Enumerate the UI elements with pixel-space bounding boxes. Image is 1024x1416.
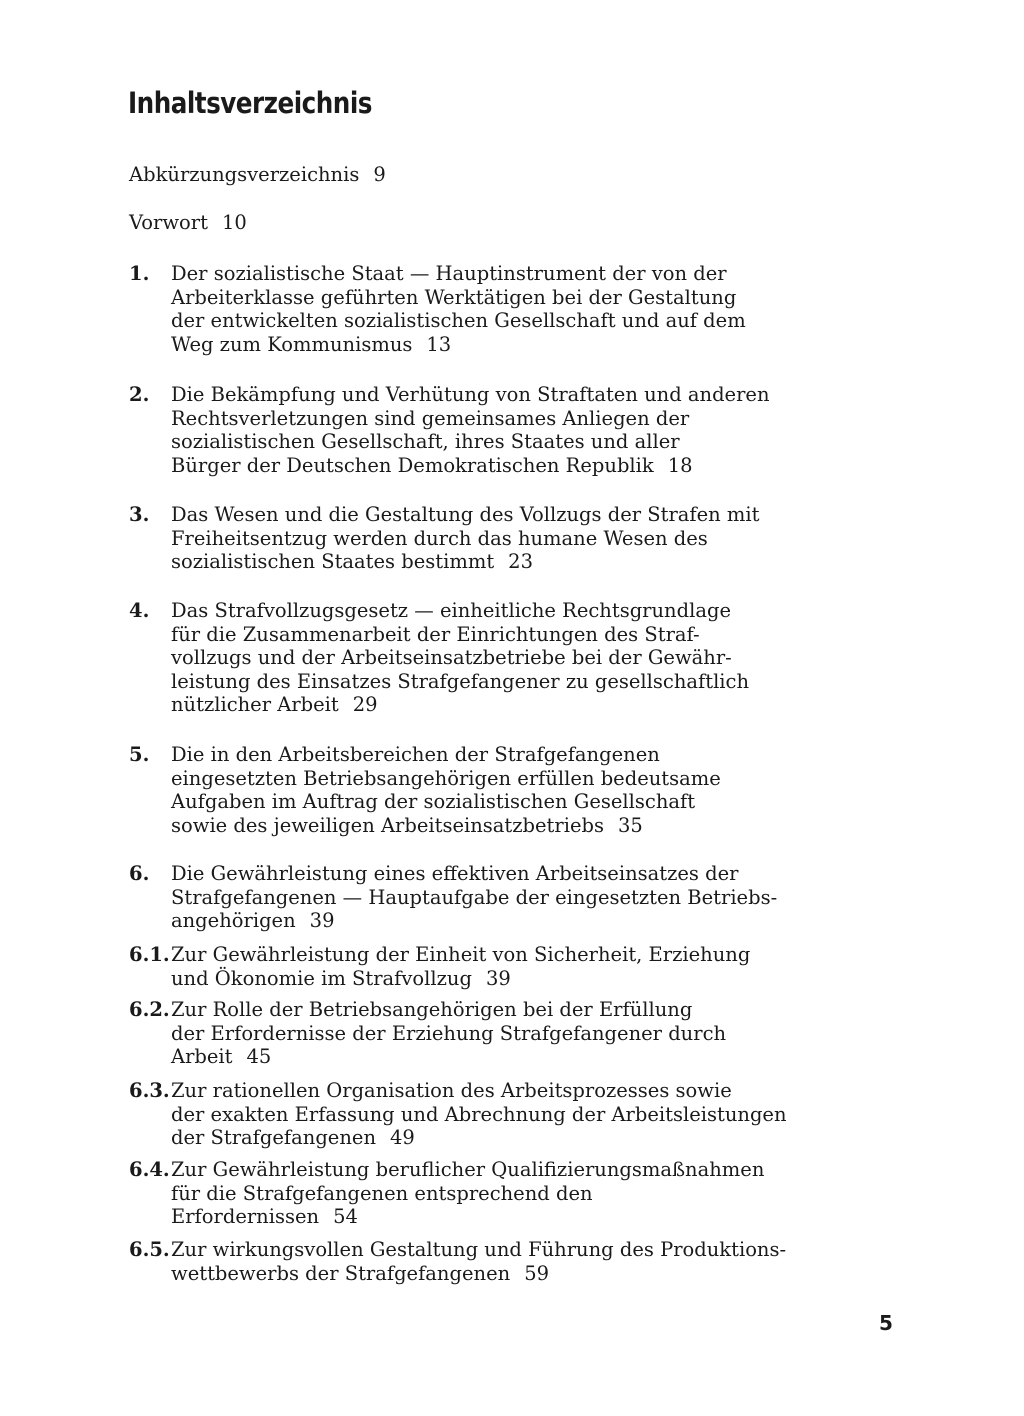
toc-entry-line: Die Bekämpfung und Verhütung von Straftaten und anderen — [171, 383, 770, 406]
toc-entry-line: Zur rationellen Organisation des Arbeitsprozesses sowie — [171, 1079, 732, 1102]
toc-entry-line: der Strafgefangenen 49 — [171, 1126, 415, 1149]
page-title: Inhaltsverzeichnis — [128, 86, 372, 120]
toc-entry-3 — [129, 503, 829, 574]
toc-entry-6 — [129, 862, 829, 933]
toc-entry-line: und Ökonomie im Strafvollzug 39 — [171, 966, 511, 990]
toc-entry-line: Zur Rolle der Betriebsangehörigen bei der Erfüllung — [171, 998, 693, 1021]
toc-entry-line: Das Wesen und die Gestaltung des Vollzugs der Strafen mit — [171, 503, 760, 526]
toc-entry-number: 3. — [129, 503, 150, 526]
toc-entry-page: 59 — [524, 1261, 550, 1285]
toc-entry-vorwort — [129, 211, 247, 235]
toc-entry-6-1 — [129, 943, 829, 990]
toc-entry-line: Freiheitsentzug werden durch das humane Wesen des — [171, 526, 708, 550]
toc-entry-line: Erfordernissen 54 — [171, 1205, 358, 1228]
toc-entry-page: 39 — [485, 966, 511, 990]
toc-entry-line: vollzugs und der Arbeitseinsatzbetriebe bei der Gewähr- — [171, 646, 732, 669]
toc-entry-label: Vorwort — [129, 211, 208, 234]
toc-entry-6-4 — [129, 1158, 829, 1229]
toc-entry-line: der exakten Erfassung und Abrechnung der Arbeitsleistungen — [171, 1102, 787, 1126]
toc-entry-line: für die Zusammenarbeit der Einrichtungen des Straf- — [171, 622, 700, 646]
toc-entry-title — [171, 599, 829, 717]
toc-entry-line: Weg zum Kommunismus 13 — [171, 332, 452, 356]
toc-entry-page: 45 — [246, 1045, 272, 1068]
toc-entry-line: Rechtsverletzungen sind gemeinsames Anliegen der — [171, 406, 690, 430]
toc-entry-line: der entwickelten sozialistischen Gesellschaft und auf dem — [171, 309, 746, 332]
toc-entry-label: Abkürzungsverzeichnis — [129, 163, 360, 186]
toc-entry-title — [171, 1079, 829, 1150]
toc-entry-page: 54 — [333, 1205, 358, 1228]
toc-entry-line: Aufgaben im Auftrag der sozialistischen Gesellschaft — [171, 790, 696, 813]
toc-entry-abkuerzungen — [129, 163, 386, 187]
toc-entry-number: 6.3. — [129, 1079, 170, 1102]
toc-entry-number: 6.2. — [129, 998, 170, 1021]
toc-entry-number: 1. — [129, 262, 150, 285]
toc-entry-number: 6.4. — [129, 1158, 170, 1181]
toc-entry-title — [171, 503, 829, 574]
toc-entry-page: 35 — [617, 813, 643, 837]
toc-entry-number: 6.1. — [129, 943, 170, 966]
toc-entry-title — [171, 262, 829, 356]
toc-entry-6-2 — [129, 998, 829, 1069]
toc-entry-page: 49 — [390, 1126, 415, 1149]
toc-entry-line: sozialistischen Gesellschaft, ihres Staates und aller — [171, 430, 680, 453]
toc-entry-line: wettbewerbs der Strafgefangenen 59 — [171, 1261, 550, 1285]
toc-entry-line: Zur Gewährleistung beruflicher Qualifizierungsmaßnahmen — [171, 1158, 765, 1181]
toc-entry-number: 6.5. — [129, 1238, 170, 1261]
toc-entry-title — [171, 383, 829, 477]
toc-entry-4 — [129, 599, 829, 717]
toc-entry-line: sowie des jeweiligen Arbeitseinsatzbetriebs 35 — [171, 813, 643, 837]
toc-entry-2 — [129, 383, 829, 477]
page-number: 5 — [879, 1311, 893, 1335]
toc-entry-line: angehörigen 39 — [171, 909, 335, 932]
toc-entry-title — [171, 862, 829, 933]
toc-entry-line: sozialistischen Staates bestimmt 23 — [171, 550, 533, 573]
toc-entry-title — [171, 1158, 829, 1229]
toc-entry-1 — [129, 262, 829, 356]
toc-entry-number: 2. — [129, 383, 150, 406]
toc-entry-title — [171, 943, 829, 990]
toc-entry-title — [171, 1238, 829, 1285]
toc-entry-title — [171, 743, 829, 837]
toc-entry-6-5 — [129, 1238, 829, 1285]
toc-entry-line: eingesetzten Betriebsangehörigen erfüllen bedeutsame — [171, 766, 721, 790]
toc-entry-title — [171, 998, 829, 1069]
toc-entry-line: Die Gewährleistung eines effektiven Arbeitseinsatzes der — [171, 862, 739, 885]
toc-entry-page: 13 — [426, 332, 452, 356]
toc-entry-number: 4. — [129, 599, 150, 622]
toc-entry-line: Arbeiterklasse geführten Werktätigen bei der Gestaltung — [171, 285, 737, 309]
toc-entry-line: für die Strafgefangenen entsprechend den — [171, 1181, 593, 1205]
toc-entry-5 — [129, 743, 829, 837]
toc-entry-number: 5. — [129, 743, 150, 766]
toc-entry-number: 6. — [129, 862, 150, 885]
toc-entry-6-3 — [129, 1079, 829, 1150]
toc-entry-line: Zur wirkungsvollen Gestaltung und Führung des Produktions- — [171, 1238, 787, 1261]
toc-entry-line: nützlicher Arbeit 29 — [171, 693, 378, 716]
toc-entry-line: Strafgefangenen — Hauptaufgabe der eingesetzten Betriebs- — [171, 885, 778, 909]
toc-entry-line: Zur Gewährleistung der Einheit von Sicherheit, Erziehung — [171, 943, 751, 966]
toc-entry-page: 23 — [508, 550, 533, 573]
toc-entry-line: Bürger der Deutschen Demokratischen Republik 18 — [171, 453, 693, 477]
toc-entry-line: leistung des Einsatzes Strafgefangener zu gesellschaftlich — [171, 669, 750, 693]
toc-entry-page: 39 — [309, 909, 335, 932]
toc-entry-line: Der sozialistische Staat — Hauptinstrument der von der — [171, 262, 727, 285]
toc-entry-line: Arbeit 45 — [171, 1045, 272, 1068]
toc-entry-page: 29 — [352, 693, 378, 716]
toc-entry-line: der Erfordernisse der Erziehung Strafgefangener durch — [171, 1021, 727, 1045]
toc-entry-page: 18 — [667, 453, 693, 477]
toc-entry-line: Das Strafvollzugsgesetz — einheitliche Rechtsgrundlage — [171, 599, 731, 622]
toc-entry-line: Die in den Arbeitsbereichen der Strafgefangenen — [171, 743, 660, 766]
toc-entry-page: 10 — [221, 211, 247, 234]
toc-entry-page: 9 — [373, 163, 386, 186]
